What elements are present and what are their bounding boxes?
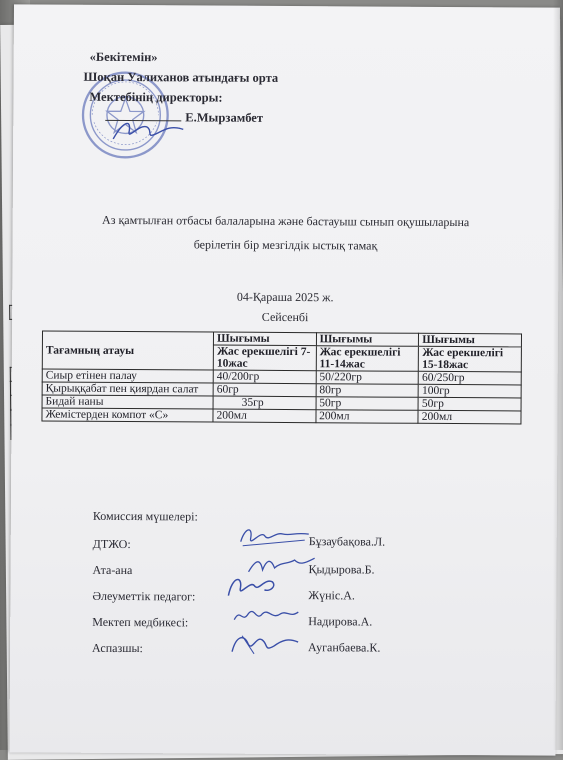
director-signature-icon [105, 113, 195, 148]
commission-title: Комиссия мүшелері: [92, 508, 198, 524]
dish-name: Бидай наны [42, 395, 213, 409]
column-subheader-age: Жас ерекшелігі 7-10жас [213, 345, 316, 371]
yield-value: 200мл [418, 410, 521, 424]
member-role: Аспазшы: [92, 640, 143, 656]
column-header-dish: Тағамның атауы [42, 331, 213, 370]
yield-value: 200мл [213, 409, 316, 423]
yield-value: 35гр [213, 396, 316, 410]
member-name: Жүніс.А. [308, 588, 355, 603]
yield-value: 100гр [418, 384, 521, 398]
member-role: Әлеуметтік педагог: [92, 588, 196, 604]
signature-icon [220, 570, 300, 600]
signature-icon [235, 522, 315, 552]
document-date: 04-Қараша 2025 ж. [236, 289, 334, 305]
document-weekday: Сейсенбі [261, 309, 309, 325]
column-header-yield: Шығымы [214, 332, 317, 346]
signature-icon [228, 600, 308, 630]
member-name: Қыдырова.Б. [308, 562, 375, 577]
yield-value: 50гр [418, 397, 521, 411]
approval-line: «Бекітемін» [89, 49, 158, 65]
member-name: Бұзаубақова.Л. [308, 534, 386, 549]
yield-value: 40/200гр [213, 370, 316, 384]
menu-table [41, 331, 522, 425]
approval-line: Мектебінің директоры: [89, 89, 223, 105]
column-header-yield: Шығымы [316, 333, 419, 347]
column-subheader-age: Жас ерекшелігі 11-14жас [316, 346, 419, 372]
director-name: Е.Мырзамбет [185, 110, 264, 125]
member-role: ДТЖО: [92, 536, 131, 552]
document-subtitle: берілетін бір мезгілдік ыстық тамақ [193, 237, 378, 253]
member-name: Ауганбаева.К. [308, 640, 381, 655]
approval-line: Шоқан Уалиханов атындағы орта [83, 69, 279, 85]
member-role: Мектеп медбикесі: [92, 614, 189, 630]
document-page [9, 4, 560, 755]
member-name: Надирова.А. [308, 614, 373, 629]
signature-icon [226, 628, 306, 658]
dish-name: Сиыр етінен палау [42, 369, 213, 383]
dish-name: Жемістерден компот «С» [42, 408, 213, 422]
member-role: Ата-ана [92, 562, 133, 578]
column-header-yield: Шығымы [419, 333, 522, 347]
yield-value: 200мл [316, 410, 419, 424]
yield-value: 50гр [316, 397, 419, 411]
column-subheader-age: Жас ерекшелігі 15-18жас [419, 346, 522, 372]
document-title: Аз қамтылған отбасы балаларына және бастауыш сынып оқушыларына [102, 212, 470, 230]
yield-value: 60гр [213, 383, 316, 397]
yield-value: 60/250гр [419, 371, 522, 385]
page-shadow [553, 0, 563, 750]
yield-value: 50/220гр [316, 371, 419, 385]
table-row [42, 408, 521, 424]
dish-name: Қырыққабат пен қиярдан салат [42, 382, 213, 396]
yield-value: 80гр [316, 384, 419, 398]
